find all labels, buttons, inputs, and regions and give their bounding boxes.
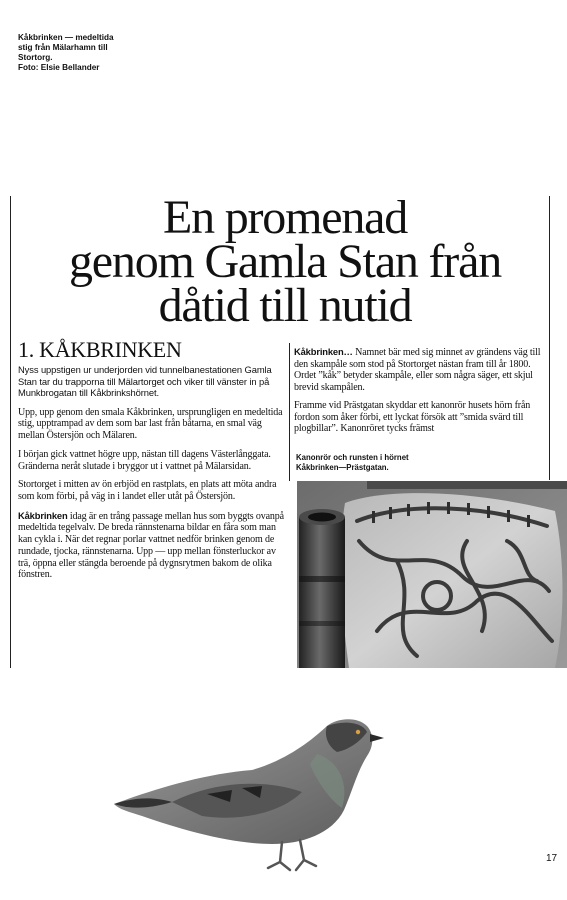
section-title: 1. KÅKBRINKEN [18,337,182,362]
center-rule [289,343,290,481]
lead-word: Kåkbrinken [18,509,68,521]
photo-caption-top [18,33,158,73]
left-column [18,338,284,588]
title-line: dåtid till nutid [158,279,412,332]
body-paragraph: Upp, upp genom den smala Kåkbrinken, ursprungligen en medeltida stig, upptrampad av dem som bar last från båtarna, en smal väg mellan Östersjön och Mälaren. [18,406,283,442]
runestone-cannon-image [297,481,567,668]
runestone-photo [297,481,567,668]
paragraph-text: Namnet bär med sig minnet av grändens väg till den skampåle som stod på Stortorget nästan fram till år 1800. Ordet ”kåk” betyder skampåle, eller som några säger, ett skjul brevid skampålen. [294,347,541,394]
body-paragraph: I början gick vattnet högre upp, nästan till dagens Västerlånggata. Gränderna neråt slutade i bryggor ut i vattnet på Mälarsidan. [18,448,271,472]
title-line: En promenad [162,191,408,244]
body-paragraph [294,346,548,394]
paragraph-text: idag är en trång passage mellan hus som byggts ovanpå medeltida tegelvalv. De breda rännstenarna bildar en fåra som man kan cykla i. När det regnar porlar vattnet nedför brinken genom de rundade, tjocka, rännstenarna. Upp — upp mellan fönsterluckor av trä, öppna eller stängda beroende på dygnsrytmen bakom de olika fönstren. [18,510,284,581]
lead-word: Kåkbrinken… [294,346,353,357]
caption-line: Kanonrör och runsten i hörnet [296,453,409,462]
page-title [20,191,550,332]
pigeon-illustration [112,712,392,874]
intro-paragraph: Nyss uppstigen ur underjorden vid tunnelbanestationen Gamla Stan tar du trapporna till Mälartorget och viker till vänster in på Munkbrogatan till Kåkbrinkshörnet. [18,364,272,399]
right-column [294,346,548,441]
photo-caption [296,453,496,472]
caption-line: Foto: Elsie Bellander [18,63,100,72]
caption-line: stig från Mälarhamn till [18,43,108,52]
body-paragraph: Stortorget i mitten av ön erbjöd en rastplats, en plats att möta andra som kom förbi, på väg in i landet eller utåt på Östersjön. [18,479,277,502]
body-paragraph [18,510,284,581]
left-rule [10,196,11,668]
page-number: 17 [546,853,558,864]
title-line: genom Gamla Stan från [69,235,501,288]
caption-line: Kåkbrinken—Prästgatan. [296,462,389,472]
caption-line: Stortorg. [18,53,53,62]
body-paragraph: Framme vid Prästgatan skyddar ett kanonrör husets hörn från fordon som åker förbi, ett lyckat försök att ”smida svärd till plogbillar”. Kanonröret tycks främst [294,399,531,435]
caption-line: Kåkbrinken — medeltida [18,33,114,42]
